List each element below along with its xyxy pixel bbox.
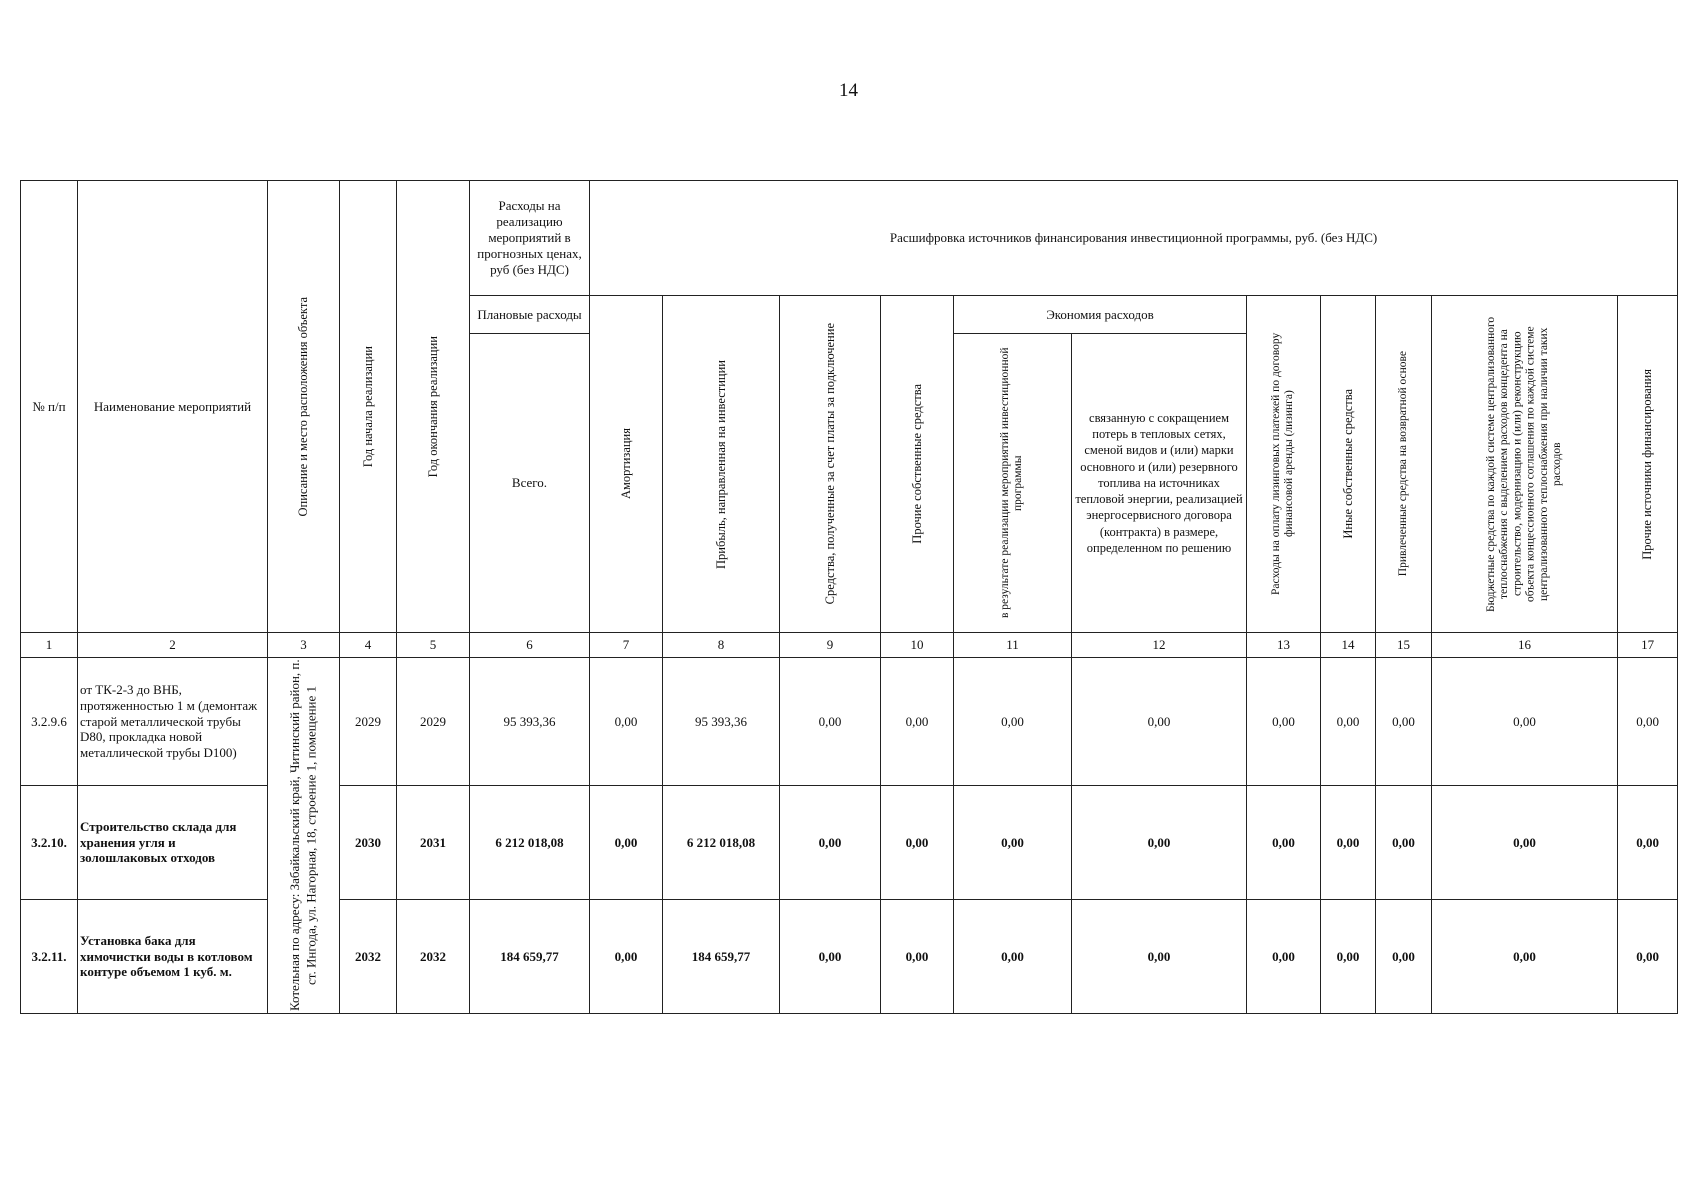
row-total: 184 659,77 <box>470 900 590 1014</box>
row-year-start: 2029 <box>340 658 397 786</box>
row-other-own2: 0,00 <box>1321 786 1376 900</box>
row-profit: 95 393,36 <box>663 658 780 786</box>
row-location: Котельная по адресу: Забайкальский край, Читинский район, п. ст. Ингода, ул. Нагорная, 18, строение 1, помещение 1 <box>287 659 319 1012</box>
header-profit: Прибыль, направленная на инвестиции <box>713 359 728 569</box>
header-total: Всего. <box>470 334 590 633</box>
column-number: 11 <box>954 633 1072 658</box>
column-number: 16 <box>1432 633 1618 658</box>
row-savings-losses: 0,00 <box>1072 786 1247 900</box>
row-year-start: 2030 <box>340 786 397 900</box>
header-amortization: Амортизация <box>618 428 633 500</box>
row-savings-program: 0,00 <box>954 658 1072 786</box>
header-expenses: Расходы на реализацию мероприятий в прогнозных ценах, руб (без НДС) <box>470 181 590 296</box>
row-other-sources: 0,00 <box>1618 786 1678 900</box>
column-number: 8 <box>663 633 780 658</box>
row-total: 95 393,36 <box>470 658 590 786</box>
row-budget: 0,00 <box>1432 900 1618 1014</box>
column-number: 14 <box>1321 633 1376 658</box>
column-number: 2 <box>78 633 268 658</box>
header-leasing-cell <box>1247 296 1321 633</box>
row-connection-fee: 0,00 <box>780 900 881 1014</box>
row-amortization: 0,00 <box>590 900 663 1014</box>
row-num: 3.2.10. <box>21 786 78 900</box>
row-leasing: 0,00 <box>1247 658 1321 786</box>
row-profit: 6 212 018,08 <box>663 786 780 900</box>
header-savings: Экономия расходов <box>954 296 1247 334</box>
row-other-own2: 0,00 <box>1321 658 1376 786</box>
row-leasing: 0,00 <box>1247 786 1321 900</box>
column-number: 15 <box>1376 633 1432 658</box>
header-other-own2-cell <box>1321 296 1376 633</box>
header-other-own: Прочие собственные средства <box>909 384 924 544</box>
header-leasing: Расходы на оплату лизинговых платежей по договору финансовой аренды (лизинга) <box>1270 332 1296 596</box>
table-row <box>21 658 1678 786</box>
row-year-end: 2029 <box>397 658 470 786</box>
header-year-end-cell <box>397 181 470 633</box>
row-other-sources: 0,00 <box>1618 658 1678 786</box>
row-budget: 0,00 <box>1432 658 1618 786</box>
header-location: Описание и место расположения объекта <box>296 296 310 517</box>
column-number: 7 <box>590 633 663 658</box>
header-name: Наименование мероприятий <box>78 181 268 633</box>
header-budget-cell <box>1432 296 1618 633</box>
column-number: 12 <box>1072 633 1247 658</box>
column-number: 5 <box>397 633 470 658</box>
header-budget: Бюджетные средства по каждой системе централизованного теплоснабжения с выделением расходов концедента на строительство, модернизацию и (или) реконструкцию объекта концессионного соглашения по каждой системе централизованного теплоснабжения при наличии таких расходов <box>1484 316 1563 612</box>
page-number: 14 <box>839 80 858 101</box>
header-amortization-cell <box>590 296 663 633</box>
row-other-sources: 0,00 <box>1618 900 1678 1014</box>
row-savings-program: 0,00 <box>954 900 1072 1014</box>
column-number: 3 <box>268 633 340 658</box>
header-planned: Плановые расходы <box>470 296 590 334</box>
header-year-start-cell <box>340 181 397 633</box>
header-profit-cell <box>663 296 780 633</box>
row-name: от ТК-2-3 до ВНБ, протяженностью 1 м (демонтаж старой металлической трубы D80, прокладка новой металлической трубы D100) <box>78 658 268 786</box>
header-borrowed: Привлеченные средства на возвратной основе <box>1396 351 1409 577</box>
header-location-cell <box>268 181 340 633</box>
header-sources-title: Расшифровка источников финансирования инвестиционной программы, руб. (без НДС) <box>590 181 1678 296</box>
row-year-start: 2032 <box>340 900 397 1014</box>
column-number: 4 <box>340 633 397 658</box>
header-savings-program-cell <box>954 334 1072 633</box>
location-cell <box>268 658 340 1014</box>
row-profit: 184 659,77 <box>663 900 780 1014</box>
column-numbers-row <box>21 633 1678 658</box>
column-number: 17 <box>1618 633 1678 658</box>
header-savings-losses: связанную с сокращением потерь в тепловых сетях, сменой видов и (или) марки основного и (или) резервного топлива на источниках тепловой энергии, реализацией энергосервисного договора (контракта) в размере, определенном по решению <box>1072 334 1247 633</box>
row-amortization: 0,00 <box>590 658 663 786</box>
column-number: 6 <box>470 633 590 658</box>
row-other-own: 0,00 <box>881 658 954 786</box>
header-year-end: Год окончания реализации <box>425 335 440 478</box>
row-connection-fee: 0,00 <box>780 658 881 786</box>
header-num: № п/п <box>21 181 78 633</box>
row-borrowed: 0,00 <box>1376 786 1432 900</box>
row-other-own: 0,00 <box>881 900 954 1014</box>
header-connection-fee: Средства, полученные за счет платы за подключение <box>822 323 837 605</box>
row-savings-program: 0,00 <box>954 786 1072 900</box>
header-other-own2: Иные собственные средства <box>1340 389 1355 539</box>
column-number: 9 <box>780 633 881 658</box>
header-other-sources: Прочие источники финансирования <box>1640 368 1655 560</box>
row-savings-losses: 0,00 <box>1072 658 1247 786</box>
header-other-own-cell <box>881 296 954 633</box>
row-num: 3.2.11. <box>21 900 78 1014</box>
column-number: 1 <box>21 633 78 658</box>
column-number: 10 <box>881 633 954 658</box>
header-year-start: Год начала реализации <box>360 345 375 468</box>
header-connection-fee-cell <box>780 296 881 633</box>
row-other-own: 0,00 <box>881 786 954 900</box>
header-borrowed-cell <box>1376 296 1432 633</box>
row-other-own2: 0,00 <box>1321 900 1376 1014</box>
header-other-sources-cell <box>1618 296 1678 633</box>
row-year-end: 2032 <box>397 900 470 1014</box>
row-total: 6 212 018,08 <box>470 786 590 900</box>
column-number: 13 <box>1247 633 1321 658</box>
header-savings-program: в результате реализации мероприятий инвестиционной программы <box>999 347 1025 619</box>
row-budget: 0,00 <box>1432 786 1618 900</box>
row-leasing: 0,00 <box>1247 900 1321 1014</box>
row-borrowed: 0,00 <box>1376 658 1432 786</box>
row-savings-losses: 0,00 <box>1072 900 1247 1014</box>
row-connection-fee: 0,00 <box>780 786 881 900</box>
row-name: Строительство склада для хранения угля и золошлаковых отходов <box>78 786 268 900</box>
row-num: 3.2.9.6 <box>21 658 78 786</box>
row-amortization: 0,00 <box>590 786 663 900</box>
row-name: Установка бака для химочистки воды в котловом контуре объемом 1 куб. м. <box>78 900 268 1014</box>
row-borrowed: 0,00 <box>1376 900 1432 1014</box>
investment-program-table <box>20 180 1678 1014</box>
row-year-end: 2031 <box>397 786 470 900</box>
